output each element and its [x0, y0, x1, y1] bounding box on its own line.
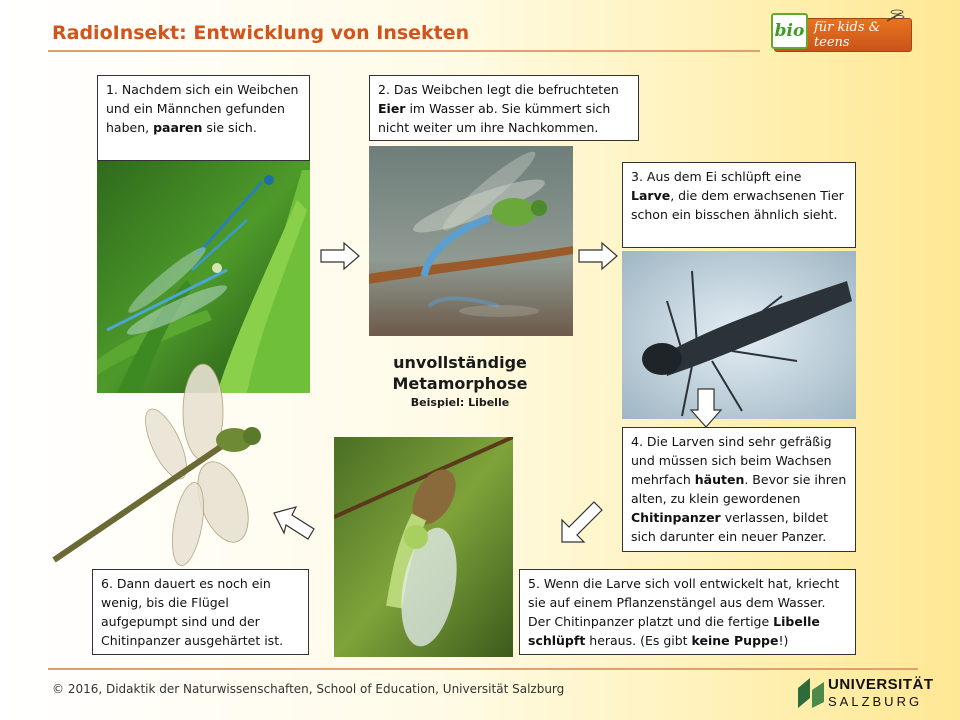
step-3-bold: Larve	[631, 188, 671, 203]
diagonal-arrow-icon	[560, 500, 604, 544]
step-3-text	[622, 162, 856, 248]
step-2-text-b: im Wasser ab. Sie kümmert sich nicht weiter um ihre Nachkommen.	[378, 101, 611, 135]
step-3-text-b: , die dem erwachsenen Tier schon ein bisschen ähnlich sieht.	[631, 188, 844, 222]
photo-emerging-dragonfly	[334, 437, 513, 657]
photo-mating-damselflies	[97, 160, 310, 393]
step-1-text	[97, 75, 310, 161]
step-5-bold: Libelle schlüpft	[528, 614, 820, 648]
step-1-text-b: sie sich.	[202, 120, 257, 135]
step-2-text	[369, 75, 639, 141]
title-divider	[48, 50, 760, 52]
university-mark-icon	[798, 678, 824, 708]
step-5-text	[519, 569, 856, 655]
photo-adult-dragonfly	[48, 362, 298, 572]
step-5-text-c: !)	[778, 633, 789, 648]
right-arrow-icon	[320, 242, 360, 270]
step-3-text-a: 3. Aus dem Ei schlüpft eine	[631, 169, 802, 184]
page-title: RadioInsekt: Entwicklung von Insekten	[52, 22, 470, 44]
step-6-text	[92, 569, 309, 655]
photo-egg-laying	[369, 146, 573, 336]
footer-divider	[48, 668, 918, 670]
photo-larva	[622, 251, 856, 419]
down-arrow-icon	[690, 388, 722, 428]
bio-logo-tagline: für kids & teens	[813, 20, 881, 50]
title-example: Beispiel: Libelle	[410, 396, 510, 409]
bio-logo-text: bio	[771, 13, 808, 49]
bio-logo	[774, 18, 912, 52]
step-4-bold-2: Chitinpanzer	[631, 510, 721, 525]
title-line-2: Metamorphose	[392, 374, 528, 393]
step-4-text-b: . Bevor sie ihren alten, zu klein gewordenen	[631, 472, 847, 506]
university-logo	[798, 674, 934, 712]
step-5-text-b: heraus. (Es gibt	[585, 633, 692, 648]
step-4-text	[622, 427, 856, 552]
step-4-bold: häuten	[694, 472, 745, 487]
metamorphosis-title	[360, 352, 560, 409]
dragonfly-icon	[885, 9, 905, 23]
step-6-text-a: 6. Dann dauert es noch ein wenig, bis die Flügel aufgepumpt sind und der Chitinpanzer ausgehärtet ist.	[101, 576, 284, 648]
step-1-bold: paaren	[153, 120, 203, 135]
step-5-text-a: 5. Wenn die Larve sich voll entwickelt hat, kriecht sie auf einem Pflanzenstängel aus dem Wasser. Der Chitinpanzer platzt und die fertige	[528, 576, 840, 629]
step-4-text-a: 4. Die Larven sind sehr gefräßig und müssen sich beim Wachsen mehrfach	[631, 434, 832, 487]
step-5-bold-2: keine Puppe	[691, 633, 779, 648]
right-arrow-icon	[578, 242, 618, 270]
university-name-line-1: UNIVERSITÄT	[828, 676, 934, 693]
footer-copyright: © 2016, Didaktik der Naturwissenschaften, School of Education, Universität Salzburg	[52, 682, 565, 696]
title-line-1: unvollständige	[393, 353, 527, 372]
step-1-text-a: 1. Nachdem sich ein Weibchen und ein Männchen gefunden haben,	[106, 82, 299, 135]
step-2-bold: Eier	[378, 101, 406, 116]
step-4-text-c: verlassen, bildet sich darunter ein neuer Panzer.	[631, 510, 829, 544]
university-name-line-2: SALZBURG	[828, 694, 923, 709]
step-2-text-a: 2. Das Weibchen legt die befruchteten	[378, 82, 619, 97]
